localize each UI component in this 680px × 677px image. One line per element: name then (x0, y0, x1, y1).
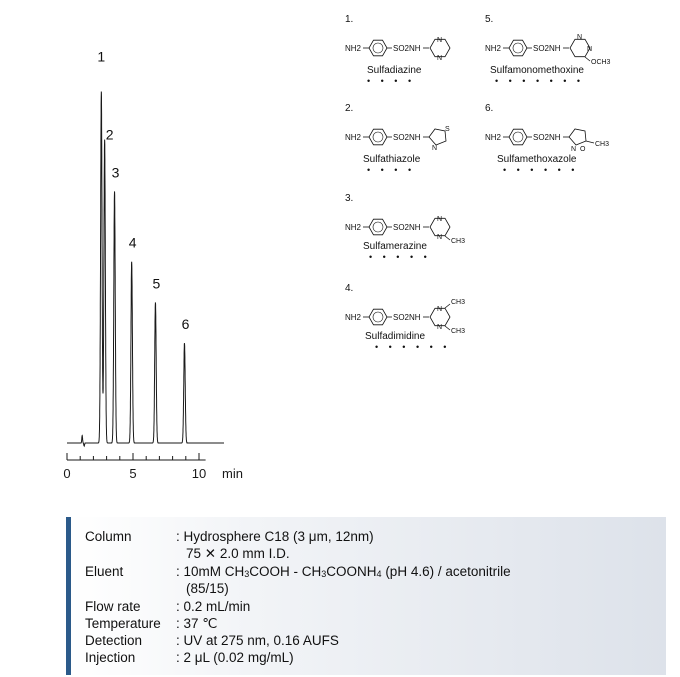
eluent-label: Eluent (85, 564, 124, 579)
compound-dots: • • • • • • (375, 342, 451, 352)
flow-label: Flow rate (85, 599, 141, 614)
atom-label: N (577, 34, 583, 41)
atom-label: N (437, 55, 443, 62)
compound-number: 6. (485, 103, 494, 114)
atom-label: NH2 (345, 313, 362, 322)
peak-label-5: 5 (152, 275, 161, 292)
atom-label: NH2 (345, 133, 362, 142)
atom-label: N (437, 37, 443, 44)
atom-label: CH3 (451, 238, 466, 245)
compound-name: Sulfamerazine (363, 241, 427, 252)
compound-dots: • • • • • • (503, 165, 579, 175)
atom-label: O (580, 146, 586, 153)
atom-label: NH2 (485, 133, 502, 142)
atom-label: SO2NH (533, 133, 561, 142)
compound-dots: • • • • (367, 165, 416, 175)
compound-2 (345, 103, 480, 178)
structure-diagram (485, 22, 620, 70)
atom-label: N (437, 324, 443, 331)
column-value: : Hydrosphere C18 (3 μm, 12nm) (176, 529, 374, 544)
atom-label: S (445, 126, 450, 133)
detection-value: : UV at 275 nm, 0.16 AUFS (176, 633, 339, 648)
compound-6 (485, 103, 620, 178)
conditions-panel (66, 517, 666, 675)
compound-dots: • • • • • • • (495, 76, 585, 86)
compound-3 (345, 193, 480, 268)
injection-value: : 2 μL (0.02 mg/mL) (176, 650, 294, 665)
atom-label: SO2NH (393, 133, 421, 142)
compound-number: 1. (345, 14, 354, 25)
detection-row (85, 633, 339, 648)
x-tick-label: 10 (191, 466, 207, 481)
compound-number: 4. (345, 283, 354, 294)
flow-value: : 0.2 mL/min (176, 599, 251, 614)
temperature-label: Temperature (85, 616, 161, 631)
compound-name: Sulfathiazole (363, 154, 421, 165)
temperature-value: : 37 ℃ (176, 616, 218, 631)
peak-label-1: 1 (97, 48, 106, 65)
x-tick-label: 0 (63, 466, 71, 481)
x-tick-label: 5 (129, 466, 137, 481)
atom-label: SO2NH (393, 223, 421, 232)
eluent-value: : 10mM $CH_3COOH$ - $CH_3COONH_4$ (pH 4.6) / acetonitrile (176, 564, 511, 579)
column-label: Column (85, 529, 132, 544)
atom-label: NH2 (345, 44, 362, 53)
eluent-ratio: (85/15) (186, 581, 229, 596)
compound-number: 5. (485, 14, 494, 25)
atom-label: NH2 (485, 44, 502, 53)
atom-label: NH2 (345, 223, 362, 232)
peak-label-4: 4 (128, 234, 137, 251)
injection-label: Injection (85, 650, 136, 665)
structure-diagram (345, 22, 480, 70)
compound-name: Sulfadimidine (365, 331, 426, 342)
atom-label: CH3 (451, 328, 466, 335)
compound-name: Sulfadiazine (367, 65, 422, 76)
compound-dots: • • • • • (369, 252, 431, 262)
atom-label: SO2NH (393, 313, 421, 322)
compound-5 (485, 14, 620, 89)
atom-label: N (437, 234, 443, 241)
peak-label-3: 3 (111, 164, 120, 181)
compound-number: 3. (345, 193, 354, 204)
atom-label: N (437, 306, 443, 313)
atom-label: N (571, 146, 577, 153)
peak-label-6: 6 (181, 316, 190, 333)
chromatogram-trace (67, 92, 224, 447)
x-axis (63, 453, 243, 481)
compound-dots: • • • • (367, 76, 416, 86)
peak-labels (97, 49, 189, 333)
atom-label: SO2NH (393, 44, 421, 53)
column-row (85, 529, 374, 544)
atom-label: CH3 (451, 299, 466, 306)
chromatogram (0, 0, 330, 500)
structure-diagram (345, 111, 480, 159)
injection-row (85, 650, 294, 665)
x-axis-unit: min (222, 466, 243, 481)
compound-1 (345, 14, 480, 89)
compound-number: 2. (345, 103, 354, 114)
compound-name: Sulfamethoxazole (497, 154, 577, 165)
atom-label: CH3 (595, 141, 610, 148)
atom-label: N (437, 216, 443, 223)
atom-label: OCH3 (591, 59, 611, 66)
atom-label: N (587, 46, 593, 53)
peak-label-2: 2 (105, 126, 114, 143)
eluent-row (85, 564, 511, 579)
temperature-row (85, 616, 218, 631)
atom-label: SO2NH (533, 44, 561, 53)
detection-label: Detection (85, 633, 143, 648)
structure-diagram (485, 111, 620, 159)
flow-row (85, 599, 251, 614)
atom-label: N (432, 145, 438, 152)
column-dimensions: 75 ✕ 2.0 mm I.D. (186, 546, 290, 561)
compound-4 (345, 283, 480, 358)
compound-name: Sulfamonomethoxine (490, 65, 584, 76)
